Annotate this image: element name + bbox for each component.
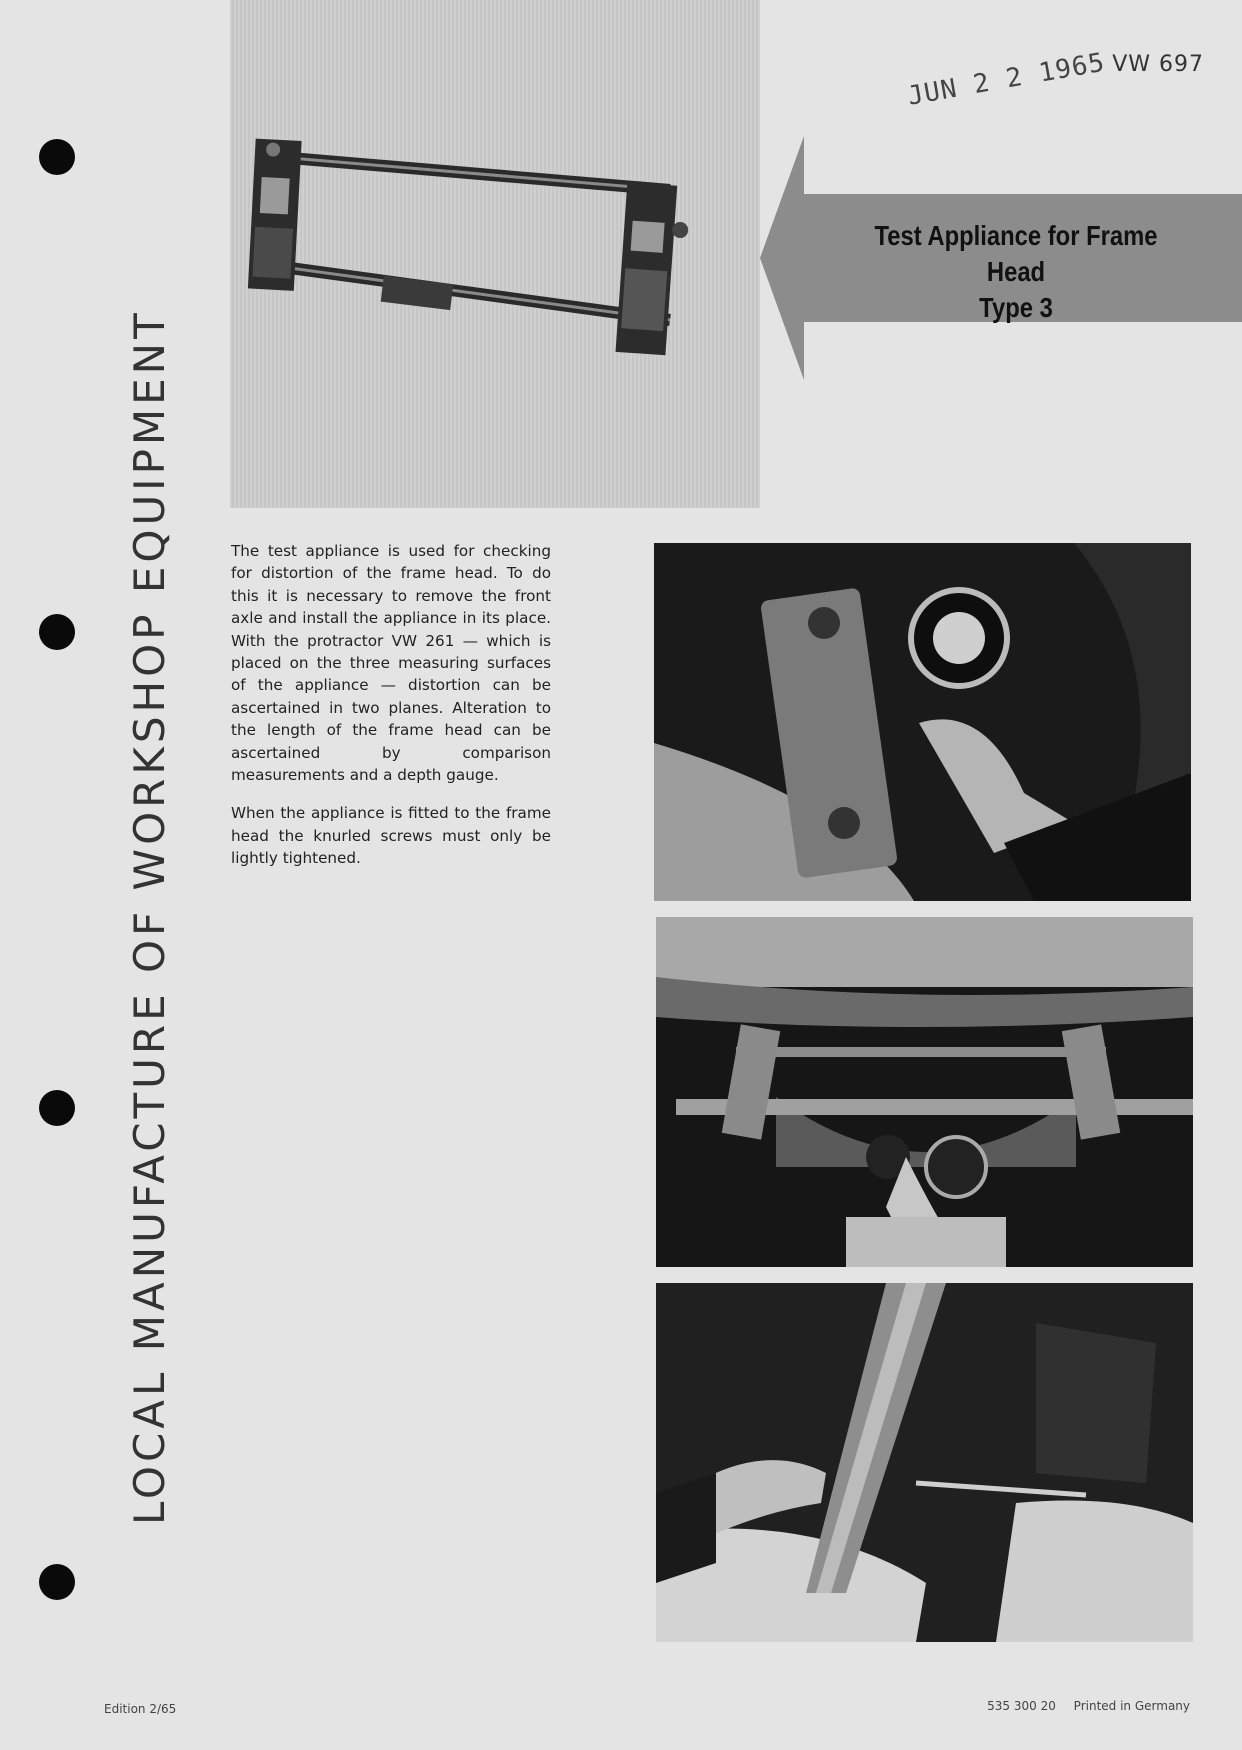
body-text: [231, 540, 551, 886]
side-title: LOCAL MANUFACTURE OF WORKSHOP EQUIPMENT: [125, 309, 174, 1525]
title-line-2: Type 3: [979, 292, 1053, 323]
punch-hole: [39, 614, 75, 650]
punch-hole: [39, 1564, 75, 1600]
photo-appliance-fitted: [656, 917, 1193, 1267]
paragraph: When the appliance is fitted to the frame head the knurled screws must only be lightly tightened.: [231, 804, 551, 868]
part-number: 535 300 20: [987, 1699, 1056, 1713]
document-number: VW 697: [1112, 52, 1204, 77]
edition-label: Edition 2/65: [104, 1702, 177, 1716]
print-info: [973, 1699, 1190, 1713]
appliance-photo: [230, 0, 760, 508]
printed-in: Printed in Germany: [1073, 1699, 1190, 1713]
page-title: [855, 218, 1178, 326]
punch-hole: [39, 139, 75, 175]
title-line-1: Test Appliance for Frame Head: [874, 220, 1158, 287]
punch-hole: [39, 1090, 75, 1126]
date-stamp: JUN 2 2 1965: [905, 47, 1108, 112]
paragraph: The test appliance is used for checking for distortion of the frame head. To do this it is necessary to remove the front axle and install the appliance in its place. With the protractor VW 261 — which is placed on the three measuring surfaces of the appliance — distortion can be ascertained in two planes. Alteration to the length of the frame head can be ascertained by comparison measurements and a depth gauge.: [231, 542, 551, 785]
photo-depth-gauge-measurement: [656, 1283, 1193, 1642]
photo-protractor-on-appliance: [654, 543, 1191, 901]
